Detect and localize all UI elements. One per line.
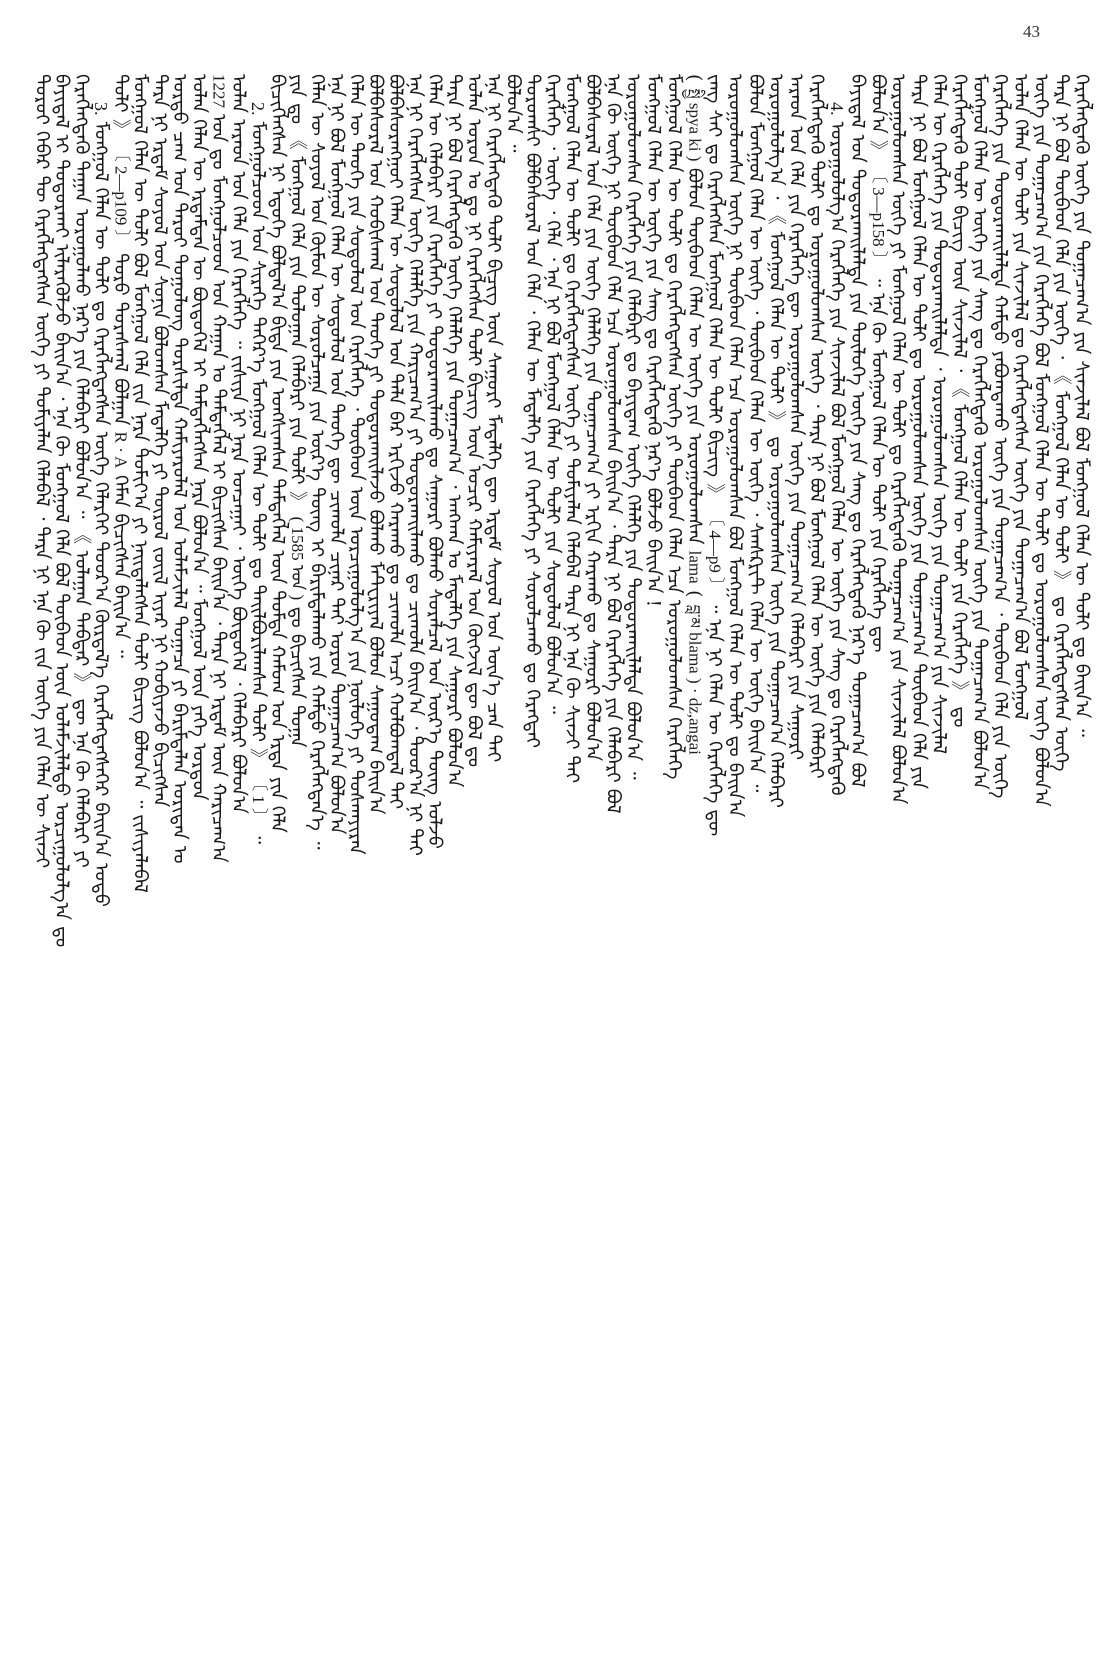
text-segment: ᠬᠡᠯᠡᠨ ᠦ ᠲᠡᠦᠬᠡ ᠶᠢᠨ ᠰᠤᠳᠤᠯᠤᠯ ᠤᠨ ᠬᠡᠷᠡᠭᠯᠡᠭᠡ ᠂ ᠲᠦᠪᠡᠳ ᠦᠨ ᠣᠷᠴᠢᠭᠤᠯᠤᠯᠭ᠎ᠠ ᠶᠢᠨ ᠨᠥᠯᠦᠭᠡ ᠶᠢ ᠲᠤᠰᠬᠠᠶᠢᠷᠠᠨ [345, 74, 368, 855]
text-segment: ᠪᠣᠯᠤᠨ ᠮᠣᠩᠭᠣᠯ ᠬᠡᠯᠡᠨ ᠦ ᠦᠭᠡ ᠂ ᠲᠥᠪᠡᠳ ᠬᠡᠯᠡᠨ ᠦ ᠦᠭᠡ ᠂ ᠰᠠᠨᠰᠺᠷᠢᠲ ᠬᠡᠯᠡᠨ ᠦ ᠦᠭᠡ ᠪᠠᠢᠨ᠎ᠠ ᠃ [744, 74, 767, 793]
text-segment: ᠣᠯᠠᠨ ᠬᠡᠯᠡᠨ ᠦ ᠲᠣᠯᠢ ᠶᠢᠨ ᠰᠢᠨᠵᠢᠯᠡᠯ ᠳᠤ ᠬᠡᠷᠡᠭᠯᠡᠭᠳᠡᠭᠰᠡᠨ ᠦᠭᠡ ᠶᠢᠨ ᠲᠣᠭᠠᠴᠠᠭ᠎ᠠ ᠪᠣᠯ ᠮᠣᠩᠭᠣᠯ [1009, 74, 1032, 721]
text-segment: ᠡᠨᠡ ᠨᠢ ᠬᠡᠷᠡᠭᠯᠡᠭᠳᠡᠬᠦ ᠲᠣᠯᠢ ᠪᠢᠴᠢᠭ ᠦᠨ ᠰᠠᠭᠤᠷᠢ ᠮᠡᠳᠡᠯᠭᠡ ᠳᠦ ᠡᠷᠳᠡᠮ ᠰᠣᠶᠣᠯ ᠤᠨ ᠦᠨ᠎ᠡ ᠴᠡᠨ ᠲᠠᠢ [482, 74, 505, 763]
text-segment: ᠬᠡᠷᠡᠭᠯᠡᠭᠳᠡᠬᠦ ᠲᠣᠯᠢ ᠪᠢᠴᠢᠭ ᠦᠨ ᠰᠢᠨᠵᠢᠯᠡᠯ ᠂ 《 ᠮᠣᠩᠭᠣᠯ ᠬᠡᠯᠡᠨ ᠦ ᠲᠣᠯᠢ ᠶᠢᠨ ᠬᠡᠷᠡᠭᠯᠡᠭᠡ 》 ᠳᠤ [948, 74, 971, 728]
text-segment: ᠣᠷᠣᠭᠤᠯᠤᠯᠭ᠎ᠠ ᠂ 《 ᠮᠣᠩᠭᠣᠯ ᠬᠡᠯᠡᠨ ᠦ ᠲᠣᠯᠢ 》 ᠳᠤ ᠣᠷᠣᠭᠤᠯᠤᠭᠰᠠᠨ ᠦᠭᠡ ᠶᠢᠨ ᠲᠣᠭᠠᠴᠠᠭ᠎ᠠ ᠬᠡᠯᠡᠪᠡᠷᠢ [764, 74, 787, 808]
text-segment: ᠣᠯᠠᠨ ᠣᠷᠣᠨ ᠤ ᠳᠤ ᠨᠢ ᠬᠡᠷᠡᠭᠯᠡᠭᠰᠡᠨ ᠲᠣᠯᠢ ᠪᠢᠴᠢᠭ ᠦᠨ ᠤᠴᠢᠷ ᠬᠠᠮᠢᠶᠠᠷᠠᠯ ᠤᠨ ᠬᠥᠭᠵᠢᠯ ᠳᠦ ᠪᠣᠯ ᠳᠤ [462, 74, 485, 768]
text-segment: ᠪᠠᠶᠢᠳᠠᠯ ᠢ ᠲᠣᠳᠣᠷᠬᠠᠢ ᠢᠯᠡᠷᠡᠭᠦᠯᠵᠦ ᠪᠠᠢᠨ᠎ᠠ ᠂ ᠡᠨᠡ ᠬᠦ ᠮᠣᠩᠭᠣᠯ ᠬᠡᠯᠡ ᠪᠣᠯ ᠲᠥᠪᠡᠳ ᠦᠨ ᠤᠯᠠᠮᠵᠢᠯᠠᠯᠲᠤ ᠣᠷᠴᠢᠭᠤᠯᠤᠯᠭ᠎ᠠ ᠳᠤ [50, 74, 73, 948]
text-panel-left [30, 74, 564, 1654]
text-segment: ᠶᠢᠨ ᠳᠤ 《 ᠮᠣᠩᠭᠣᠯ ᠬᠡᠯᠡ ᠶᠢᠨ ᠳᠣᠯᠣᠭᠠᠨ ᠬᠡᠯᠡᠪᠡᠷᠢ ᠶᠢᠨ ᠲᠣᠯᠢ 》 [286, 74, 309, 517]
text-segment: ᠪᠣᠯᠤᠨ ᠲᠥᠪᠡᠳ ᠬᠡᠯᠡᠨ ᠦ ᠦᠭᠡ ᠶᠢᠨ ᠣᠷᠣᠭᠤᠯᠤᠭᠰᠠᠨ [683, 161, 706, 551]
text-segment: ᠬᠡᠷᠡᠭᠯᠡᠭᠡ ᠂ ᠦᠭᠡ ᠂ ᠬᠡᠯᠡ ᠂ ᠡᠨᠡ ᠨᠢ ᠪᠣᠯ ᠮᠣᠩᠭᠣᠯ ᠬᠡᠯᠡᠨ ᠦ ᠲᠣᠯᠢ ᠶᠢᠨ ᠰᠤᠳᠤᠯᠤᠯ ᠪᠣᠯᠤᠨ᠎ᠠ ᠃ [541, 74, 564, 714]
text-segment: ᠳᠣᠷᠣᠢ ᠬᠡᠪᠡᠷ ᠲᠦ ᠬᠡᠷᠡᠭᠯᠡᠭᠳᠡᠭᠰᠡᠨ ᠦᠭᠡ ᠶᠢ ᠲᠣᠮᠢᠶᠠᠯᠠᠨ ᠬᠡᠯᠡᠪᠡᠯ ᠂ ᠲᠡᠷᠡ ᠨᠢ ᠡᠨᠡ ᠬᠦ ᠵᠢᠨ ᠦᠭᠡ ᠶᠢᠨ ᠬᠡᠯᠡᠨ ᠦ ᠰᠢᠨᠵᠢ [31, 74, 53, 869]
text-segment: 〔 4—p9 〕 [705, 509, 725, 595]
text-segment: ᠪᠣᠯᠪᠠᠰᠤᠷᠠᠯ ᠤᠨ ᠬᠤᠪᠢᠰᠬᠠᠯ ᠤᠨ ᠲᠡᠦᠬᠡ ᠶᠢ ᠲᠣᠳᠣᠷᠬᠠᠢᠯᠠᠵᠤ ᠪᠣᠯᠬᠤ ᠮᠠᠲᠧᠷᠢᠶᠠᠯ ᠪᠣᠯᠤᠨ ᠰᠠᠭᠤᠳᠠᠭ ᠪᠠᠢᠨ᠎ᠠ [364, 74, 387, 815]
text-segment: ( [683, 583, 706, 605]
text-segment: སྤྱི [685, 88, 704, 99]
text-segment: ᠳᠣᠷᠣ ᠳᠤᠷᠠᠰᠬᠠᠯ ᠪᠣᠯᠭᠠᠨ [109, 246, 132, 432]
text-segment: ᠲᠡᠷᠡ ᠨᠢ ᠪᠣᠯ ᠬᠡᠷᠡᠭᠯᠡᠭᠳᠡᠬᠦ ᠦᠭᠡ ᠬᠡᠯᠡᠯᠭᠡ ᠶᠢᠨ ᠲᠣᠭᠠᠴᠠᠭ᠎ᠠ ᠂ ᠠᠩᠬᠠᠨ ᠤ ᠮᠡᠳᠡᠯᠭᠡ ᠶᠢᠨ ᠰᠠᠭᠤᠷᠢ ᠪᠣᠯᠤᠨ᠎ᠠ [443, 74, 466, 788]
text-segment: ᠮᠣᠩᠭᠣᠯ ᠬᠡᠯᠡᠨ ᠦ ᠲᠣᠯᠢ ᠳᠤ ᠬᠡᠷᠡᠭᠯᠡᠭᠳᠡᠭᠰᠡᠨ ᠦᠭᠡ ᠶᠢ ᠲᠥᠪᠡᠳ ᠬᠡᠯᠡᠨ ᠡᠴᠡ ᠣᠷᠣᠭᠤᠯᠤᠭᠰᠠᠨ ᠬᠡᠷᠡᠭᠯᠡᠭᠡ [662, 74, 685, 780]
text-segment: ᠣᠷᠣᠭᠤᠯᠤᠯᠭ᠎ᠠ ᠬᠡᠷᠡᠭᠯᠡᠭᠡ ᠶᠢᠨ ᠰᠢᠨᠵᠢᠯᠡᠯ ᠪᠣᠯ ᠮᠣᠩᠭᠣᠯ ᠬᠡᠯᠡᠨ ᠦ ᠦᠭᠡ ᠶᠢᠨ ᠰᠠᠩ ᠳᠤ ᠬᠡᠷᠡᠭᠯᠡᠭᠳᠡᠬᠦ [826, 115, 848, 796]
text-segment: ᠳᠣᠷᠣᠭᠰᠢ ᠪᠣᠯᠪᠠᠰᠤᠷᠠᠯ ᠤᠨ ᠬᠡᠯᠡ ᠂ ᠬᠡᠯᠡᠨ ᠦ ᠮᠡᠳᠡᠯᠭᠡ ᠶᠢᠨ ᠬᠡᠷᠡᠭᠯᠡᠭᠡ ᠶᠢ ᠰᠤᠷᠤᠯᠴᠠᠬᠤ ᠳᠤ ᠬᠡᠷᠡᠭᠲᠡᠢ [521, 74, 544, 748]
text-segment: ᠮᠣᠩᠭᠣᠯ ᠬᠡᠯᠡᠨ ᠦ ᠦᠭᠡ ᠶᠢᠨ ᠰᠠᠩ ᠳᠤ ᠬᠡᠷᠡᠭᠯᠡᠭᠳᠡᠬᠦ ᠨᠡᠷ᠎ᠡ ᠪᠣᠯᠵᠤ ᠪᠠᠢᠨ᠎ᠠ ! [642, 74, 665, 608]
text-segment: ᠠᠷᠠᠳ ᠤᠨ ᠬᠡᠯᠡ ᠶᠢᠨ ᠬᠡᠷᠡᠭᠯᠡᠭᠡ ᠳᠦ ᠣᠷᠣᠭᠤᠯᠤᠭᠰᠠᠨ ᠦᠭᠡ ᠶᠢᠨ ᠲᠣᠭᠠᠴᠠᠭ᠎ᠠ ᠬᠡᠯᠡᠪᠡᠷᠢ ᠶᠢᠨ ᠰᠠᠭᠤᠷᠢ [785, 74, 808, 761]
text-segment: ( [683, 74, 706, 89]
text-segment: 〔 1 〕 [248, 773, 268, 825]
text-segment: ᠬᠡᠯᠡᠨ ᠦ ᠰᠣᠶᠣᠯ ᠤᠨ ᠬᠦᠮᠦᠨ ᠦ ᠰᠤᠷᠤᠯᠴᠠᠭᠠ ᠶᠢᠨ ᠦᠷ᠎ᠡ ᠳᠦᠩ ᠢ ᠪᠠᠷᠢᠮᠲᠠᠯᠠᠬᠤ ᠶᠢᠨ ᠬᠠᠮᠲᠤ ᠬᠡᠷᠡᠭᠯᠡᠭᠳᠡᠨ᠎ᠡ ᠃ [305, 74, 328, 850]
text-segment: spya ki ) [685, 98, 705, 162]
text-segment: lama [685, 550, 705, 584]
text-segment: ᠪᠢᠴᠢᠭᠯᠡᠭᠰᠡᠨ ᠨᠢ ᠡᠳᠦᠭᠡ ᠪᠣᠯᠲᠠᠯ᠎ᠠ ᠪᠢᠳᠡ ᠶᠢᠨ ᠤᠩᠰᠢᠭᠰᠠᠨ ᠲᠡᠮᠳᠡᠭᠯᠡᠯ ᠦᠨ ᠳᠤᠮᠳᠠ ᠬᠠᠮᠤᠭ ᠤᠨ ᠡᠷᠲᠡ ᠶᠢᠨ ᠬᠡᠯᠡ [266, 74, 289, 833]
text-segment: ᠲᠡᠷᠡ ᠨᠢ ᠪᠣᠯ ᠮᠣᠩᠭᠣᠯ ᠬᠡᠯᠡᠨ ᠦ ᠲᠣᠯᠢ ᠳᠤ ᠣᠷᠣᠭᠤᠯᠤᠭᠰᠠᠨ ᠦᠭᠡ ᠶᠢᠨ ᠲᠣᠭᠠᠴᠠᠭ᠎ᠠ ᠲᠥᠪᠡᠳ ᠬᠡᠯᠡ ᠶᠢᠨ [907, 74, 930, 790]
text-segment: ᠡᠨᠡ ᠨᠢ ᠬᠡᠷᠡᠭᠯᠡᠭᠰᠡᠨ ᠦᠭᠡ ᠬᠡᠯᠡᠯᠭᠡ ᠶᠢᠨ ᠬᠠᠷᠢᠴᠠᠭ᠎ᠠ ᠶᠢ ᠲᠣᠳᠣᠷᠬᠠᠢᠯᠠᠬᠤ ᠳᠤ ᠴᠢᠬᠤᠯᠠ ᠪᠠᠢᠨ᠎ᠠ ᠂ ᠳᠣᠣᠷ᠎ᠠ ᠨᠢ ᠲᠠᠢ [403, 74, 426, 856]
text-segment: 4. [827, 102, 847, 116]
text-segment: ᠃ ᠡᠨᠡ ᠨᠢ ᠬᠡᠯᠡᠨ ᠦ ᠬᠡᠷᠡᠭᠯᠡᠭᠡ ᠳᠦ [703, 594, 726, 837]
text-segment: ᠲᠡᠷᠡ ᠨᠢ ᠪᠣᠯ ᠲᠥᠪᠡᠳ ᠬᠡᠯᠡ ᠶᠢᠨ ᠦᠭᠡ ᠂ 《 ᠮᠣᠩᠭᠣᠯ ᠬᠡᠯᠡᠨ ᠦ ᠲᠣᠯᠢ 》 ᠳᠤ ᠬᠡᠷᠡᠭᠯᠡᠭᠳᠡᠭᠰᠡᠨ ᠦᠭᠡ [1050, 74, 1073, 772]
text-segment: 〔 3—p158 〕 [868, 165, 888, 268]
text-segment: ᠡᠨᠡ ᠬᠦ ᠦᠭᠡ ᠨᠢ ᠲᠦᠪᠡᠳ ᠬᠡᠯᠡ ᠡᠴᠡ ᠣᠷᠣᠭᠤᠯᠤᠭᠰᠠᠨ ᠪᠠᠢᠨ᠎ᠠ ᠂ ᠲᠡᠷᠡ ᠨᠢ ᠪᠣᠯ ᠬᠡᠷᠡᠭᠯᠡᠭᠡ ᠶᠢᠨ ᠬᠡᠯᠡᠪᠡᠷᠢ ᠪᠣᠯ [601, 74, 624, 814]
text-segment: ᠬᠡᠯᠡᠨ ᠦ ᠬᠡᠷᠡᠭᠯᠡᠭᠡ ᠶᠢᠨ ᠲᠣᠳᠣᠷᠬᠠᠢᠯᠠᠯᠲᠠ ᠂ ᠣᠷᠣᠭᠤᠯᠤᠭᠰᠠᠨ ᠦᠭᠡ ᠶᠢᠨ ᠲᠣᠭᠠᠴᠠᠭ᠎ᠠ ᠶᠢᠨ ᠰᠢᠨᠵᠢᠯᠡᠯ [927, 74, 950, 755]
text-segment: ᠦᠭᠡ ᠶᠢᠨ ᠲᠣᠭᠠᠴᠠᠭ᠎ᠠ ᠶᠢᠨ ᠬᠡᠷᠡᠭᠯᠡᠭᠡ ᠪᠣᠯ ᠮᠣᠩᠭᠣᠯ ᠬᠡᠯᠡᠨ ᠦ ᠲᠣᠯᠢ ᠳᠤ ᠣᠷᠣᠭᠤᠯᠤᠭᠰᠠᠨ ᠦᠭᠡ ᠪᠣᠯᠤᠨ᠎ᠠ [1029, 74, 1052, 807]
text-segment: ᠲᠣᠯᠢ 》 [109, 74, 132, 145]
text-segment: ᠮᠣᠩᠭᠣᠯ ᠬᠡᠯᠡᠨ ᠦ ᠲᠣᠯᠢ ᠪᠣᠯ ᠮᠣᠩᠭᠣᠯ ᠬᠡᠯᠡ ᠵᠢᠨ ᠨᠡᠷᠡ ᠲᠣᠮᠢᠶ᠎ᠠ ᠶᠢ ᠨᠡᠢᠲᠡᠯᠡᠭᠰᠡᠨ ᠲᠣᠯᠢ ᠪᠢᠴᠢᠭ ᠪᠣᠯᠤᠨ᠎ᠠ ᠃ ᠵᠢᠱᠢᠶᠡᠯᠡᠪᠡᠯ [129, 74, 152, 893]
text-panel-right [560, 74, 1093, 1654]
text-segment: ᠬᠡᠷᠡᠭᠯᠡᠭᠳᠡᠬᠦ ᠲᠣᠯᠢ ᠳᠤ ᠣᠷᠣᠭᠤᠯᠤᠭᠰᠠᠨ ᠦᠭᠡ ᠂ ᠲᠡᠷᠡ ᠨᠢ ᠪᠣᠯ ᠮᠣᠩᠭᠣᠯ ᠬᠡᠯᠡᠨ ᠦ ᠦᠭᠡ ᠶᠢᠨ ᠬᠡᠯᠡᠪᠡᠷᠢ [805, 74, 828, 779]
text-segment: ᠪᠣᠯᠤᠨ᠎ᠠ ᠃ [502, 74, 525, 153]
text-segment: ᠲᠡᠷᠡ ᠨᠢ ᠡᠷᠳᠡᠮ ᠰᠣᠶᠣᠯ ᠤᠨ ᠰᠣᠨᠢᠨ ᠪᠣᠯᠤᠭᠰᠠᠨ ᠮᠡᠳᠡᠯᠭᠡ ᠶᠢ ᠲᠦᠷᠦᠯ ᠵᠦᠢᠯ ᠢᠶᠡᠷ ᠨᠢ ᠬᠤᠪᠢᠶᠠᠵᠤ ᠪᠢᠴᠢᠭᠰᠡᠨ [148, 74, 171, 808]
text-segment: ᠮᠣᠩᠭᠣᠯ ᠬᠡᠯᠡᠨ ᠦ ᠲᠣᠯᠢ ᠳᠤ ᠬᠡᠷᠡᠭᠯᠡᠭᠳᠡᠭᠰᠡᠨ ᠦᠭᠡ ᠶᠢ ᠲᠣᠮᠢᠶᠠᠯᠠᠨ ᠬᠡᠯᠡᠪᠡᠯ ᠲᠡᠷᠡ ᠨᠢ ᠡᠨᠡ ᠬᠦ ᠰᠢᠨᠵᠢ ᠲᠠᠢ [561, 74, 583, 784]
text-segment: ᠪᠣᠯᠤᠨ᠎ᠠ 》 [866, 74, 889, 166]
text-segment: ᠣᠯᠠᠨ ᠠᠷᠠᠳ ᠤᠨ ᠬᠡᠯᠡ ᠶᠢᠨ ᠬᠡᠷᠡᠭᠯᠡᠭᠡ ᠃ ᠵᠢᠱᠢᠶᠡ ᠨᠢ ᠨᠡᠷᠡ ᠣᠨᠴᠠᠭᠠᠢ ᠂ ᠦᠭᠡ ᠪᠦᠲᠦᠭᠡᠯ ᠂ ᠬᠡᠯᠡᠪᠡᠷᠢ ᠪᠣᠯᠤᠨ᠎ᠠ [227, 74, 250, 814]
text-segment: ᠬᠡᠷᠡᠭᠯᠡᠭᠡ ᠶᠢᠨ ᠲᠣᠳᠣᠷᠬᠠᠢᠯᠠᠯᠲᠠ ᠬᠠᠮᠲᠤ ᠶᠠᠪᠤᠭᠳᠠᠬᠤ ᠦᠭᠡ ᠶᠢᠨ ᠲᠣᠭᠠᠴᠠᠭ᠎ᠠ ᠂ ᠲᠥᠪᠡᠳ ᠬᠡᠯᠡ ᠶᠢᠨ ᠦᠭᠡ [989, 74, 1012, 799]
text-segment: ᠣᠯᠠᠨ ᠬᠡᠯᠡᠨ ᠦ ᠡᠷᠳᠡᠮᠲᠡᠨ ᠦ ᠪᠦᠲᠦᠭᠡᠯ ᠢ ᠲᠡᠮᠳᠡᠭᠯᠡᠭᠰᠡᠨ ᠨᠡᠷᠡ ᠪᠣᠯᠤᠨ᠎ᠠ ᠃ ᠮᠣᠩᠭᠣᠯ ᠦᠨ ᠶᠡᠬᠡ ᠣᠷᠳᠣᠨ [188, 74, 211, 801]
text-segment: 2. [247, 102, 268, 116]
text-segment: 〔 2—p109 〕 [111, 144, 131, 247]
text-segment: ᠤᠷᠲᠤ ᠴᠠᠭ ᠤᠨ ᠳᠠᠷᠤᠢ ᠳᠣᠭᠣᠯᠣᠩ ᠲᠤᠷᠰᠢᠯᠲᠠ ᠬᠠᠮᠢᠶᠠᠷᠤᠯᠠᠯ ᠤᠨ ᠤᠯᠠᠮᠵᠢᠯᠠᠯ ᠲᠣᠭᠠᠴᠠ ᠶᠢ ᠪᠠᠷᠢᠮᠲᠠᠯᠠᠨ ᠤᠷᠢᠳᠠᠨ ᠤ [168, 74, 191, 864]
text-segment: བླ་མ [685, 604, 704, 628]
text-segment: ᠮᠣᠩᠭᠣᠯ ᠬᠡᠯᠡᠨ ᠦ ᠦᠭᠡ ᠶᠢᠨ ᠰᠠᠩ ᠳᠤ ᠬᠡᠷᠡᠭᠯᠡᠭᠳᠡᠬᠦ ᠣᠷᠣᠭᠤᠯᠤᠭᠰᠠᠨ ᠦᠭᠡ ᠶᠢᠨ ᠲᠣᠭᠠᠴᠠᠭ᠎ᠠ ᠪᠣᠯᠤᠨ᠎ᠠ [968, 74, 991, 790]
text-segment: ᠪᠣᠯᠪᠠᠰᠤᠷᠠᠯ ᠤᠨ ᠬᠡᠯᠡ ᠶᠢᠨ ᠦᠭᠡ ᠬᠡᠯᠡᠯᠭᠡ ᠶᠢᠨ ᠲᠣᠭᠠᠴᠠᠭ᠎ᠠ ᠶᠢ ᠡᠷᠭᠢᠨ ᠬᠠᠷᠠᠬᠤ ᠳᠤ ᠰᠠᠭᠤᠷᠢ ᠪᠣᠯᠤᠨ᠎ᠠ [581, 74, 604, 762]
page-number: 43 [1023, 22, 1040, 41]
text-segment: ᠡᠨᠡ ᠨᠢ ᠪᠣᠯ ᠮᠣᠩᠭᠣᠯ ᠬᠡᠯᠡᠨ ᠦ ᠰᠤᠳᠤᠯᠤᠯ ᠤᠨ ᠲᠡᠦᠬᠡ ᠳᠦ ᠴᠢᠬᠤᠯᠠ ᠴᠢᠨᠠᠷ ᠲᠠᠢ ᠣᠷᠤᠨ ᠲᠤᠭᠠᠴᠠᠭ᠎ᠠ ᠪᠣᠯᠤᠨ᠎ᠠ [325, 74, 348, 835]
text-segment: ᠬᠡᠷᠡᠭᠯᠡᠭᠳᠡᠬᠦ ᠦᠭᠡ ᠶᠢᠨ ᠲᠣᠭᠠᠴᠠᠭ᠎ᠠ ᠶᠢᠨ ᠰᠢᠨᠵᠢᠯᠡᠯ ᠪᠣᠯ ᠮᠣᠩᠭᠣᠯ ᠬᠡᠯᠡᠨ ᠦ ᠲᠣᠯᠢ ᠳᠤ ᠪᠠᠢᠨ᠎ᠠ ᠃ [1070, 74, 1093, 737]
text-segment: ᠣᠷᠣᠭᠤᠯᠤᠭᠰᠠᠨ ᠦᠭᠡ ᠶᠢ ᠮᠣᠩᠭᠣᠯ ᠬᠡᠯᠡᠨ ᠦ ᠲᠣᠯᠢ ᠳᠤ ᠬᠡᠷᠡᠭᠯᠡᠭᠳᠡᠬᠦ ᠲᠣᠭᠠᠴᠠᠭ᠎ᠠ ᠶᠢᠨ ᠰᠢᠨᠵᠢᠯᠡᠯ ᠪᠣᠯᠤᠨ᠎ᠠ [887, 74, 910, 805]
text-segment: ᠬᠡᠯᠡᠨ ᠦ ᠬᠡᠯᠡᠪᠡᠷᠢ ᠶᠢᠨ ᠬᠡᠷᠡᠭᠯᠡᠭᠡ ᠶᠢ ᠲᠣᠳᠣᠷᠬᠠᠢᠯᠠᠬᠤ ᠳᠤ ᠰᠠᠭᠤᠷᠢ ᠪᠣᠯᠬᠤ ᠰᠤᠷᠠᠯᠴᠠᠯ ᠤᠨ ᠦᠷ᠎ᠡ ᠳᠦᠩ ᠣᠯᠵᠤ [423, 74, 446, 849]
text-segment: ᠮᠣᠩᠭᠣᠯᠴᠤᠳ ᠤᠨ ᠰᠢᠷᠡᠭᠡ ᠳᠡᠭᠡᠷ᠎ᠡ ᠮᠣᠩᠭᠣᠯ ᠬᠡᠯᠡᠨ ᠦ ᠲᠣᠯᠢ ᠳᠤ ᠲᠠᠢᠯᠪᠤᠷᠢᠯᠠᠭᠰᠠᠨ ᠲᠣᠯᠢ 》 [246, 115, 269, 774]
text-segment: ᠣᠷᠣᠭᠤᠯᠤᠭᠰᠠᠨ ᠬᠡᠷᠡᠭᠯᠡᠭᠡ ᠶᠢᠨ ᠬᠡᠯᠡᠪᠡᠷᠢ ᠳᠤ ᠪᠠᠶᠢᠳᠠᠭ ᠦᠭᠡ ᠬᠡᠯᠡᠯᠭᠡ ᠶᠢᠨ ᠲᠣᠳᠣᠷᠬᠠᠢᠯᠠᠯᠲᠠ ᠪᠣᠯᠤᠨ᠎ᠠ ᠃ [622, 74, 645, 780]
text-segment: ᠪᠣᠯᠪᠠᠰᠤᠷᠠᠩᠭᠤᠢ ᠬᠡᠯᠡᠨ ᠦ ᠰᠤᠳᠤᠯᠤᠯ ᠤᠨ ᠲᠠᠯᠠ ᠪᠠᠷ ᠡᠷᠭᠢᠵᠦ ᠬᠠᠷᠠᠬᠤ ᠳᠤ ᠴᠢᠬᠤᠯᠠ ᠠᠴᠢ ᠬᠣᠯᠪᠣᠭᠳᠠᠯ ᠲᠠᠢ [384, 74, 407, 810]
text-segment: blama ) · dz,angai [685, 627, 705, 755]
text-segment: ᠮᠣᠩᠭᠣᠯ ᠬᠡᠯᠡᠨ ᠦ ᠲᠣᠯᠢ ᠳᠤ ᠬᠡᠷᠡᠭᠯᠡᠭᠳᠡᠭᠰᠡᠨ ᠦᠭᠡ ᠬᠡᠯᠡᠷᠬᠡᠢ ᠳᠣᠣᠷ᠎ᠠ ᠬᠦᠷᠲᠡᠯ᠎ᠡ ᠬᠡᠷᠡᠭᠯᠡᠭᠳᠡᠭᠰᠡᠭᠡᠷ ᠪᠠᠢᠨ᠎ᠠ ᠤᠳᠤ [89, 115, 112, 907]
text-segment: ᠃ ᠡᠨᠡ ᠬᠦ ᠮᠣᠩᠭᠣᠯ ᠬᠡᠯᠡᠨ ᠦ ᠲᠣᠯᠢ ᠶᠢᠨ ᠬᠡᠷᠡᠭᠯᠡᠭᠡ ᠳᠦ [866, 267, 889, 653]
text-segment: 3. [90, 102, 111, 116]
text-segment: ᠬᠡᠮᠡᠨ ᠪᠢᠴᠢᠭᠰᠡᠨ ᠪᠠᠢᠨ᠎ᠠ ᠃ [109, 468, 132, 658]
text-segment: 1227 [209, 74, 229, 108]
text-segment: R · A [111, 431, 131, 469]
text-segment: ᠳᠤ ᠪᠢᠴᠢᠭᠰᠡᠨ ᠲᠣᠭᠠ [286, 600, 309, 748]
text-segment: ᠣᠨ ᠳᠤ ᠮᠣᠩᠭᠣᠯᠴᠤᠳ ᠤᠨ ᠬᠠᠭᠠᠨ ᠤ ᠲᠡᠮᠳᠡᠭᠯᠡᠯ ᠢ ᠪᠢᠴᠢᠭᠰᠡᠨ ᠪᠠᠢᠨ᠎ᠠ ᠂ ᠲᠡᠷᠡ ᠨᠢ ᠡᠷᠳᠡᠮ ᠦᠨ ᠬᠠᠷᠢᠴᠠᠭ᠎ᠠ [207, 108, 230, 863]
text-segment: ᠃ [246, 824, 269, 844]
text-segment: ᠬᠡᠷᠡᠭᠯᠡᠭᠳᠡᠬᠦ ᠳᠠᠭᠠᠨ ᠣᠷᠣᠭᠤᠯᠬᠤ ᠨᠡᠷ᠎ᠡ ᠶᠢᠨ ᠬᠡᠯᠡᠪᠡᠷᠢ ᠪᠣᠯᠤᠨ᠎ᠠ ᠃ 《 ᠤᠯᠠᠭᠠᠨ ᠳᠡᠪᠲᠡᠷ 》 ᠳᠦ ᠡᠨᠡ ᠬᠦ ᠬᠡᠯᠡᠪᠡᠷᠢ ᠶᠢ [70, 74, 93, 868]
text-segment: ᠵᠡᠩ ᠰᠠᠢ ᠳᠤ ᠬᠡᠷᠡᠭᠯᠡᠭᠰᠡᠨ ᠮᠣᠩᠭᠣᠯ ᠬᠡᠯᠡᠨ ᠦ ᠲᠣᠯᠢ ᠪᠢᠴᠢᠭ 》 [703, 74, 726, 510]
text-segment: ( 1585 ᠣᠨ ) [288, 516, 308, 601]
text-segment: ᠣᠷᠣᠭᠤᠯᠤᠭᠰᠠᠨ ᠦᠭᠡ ᠨᠢ ᠲᠥᠪᠡᠳ ᠬᠡᠯᠡᠨ ᠡᠴᠡ ᠣᠷᠣᠭᠤᠯᠤᠭᠰᠠᠨ ᠪᠣᠯ ᠮᠣᠩᠭᠣᠯ ᠬᠡᠯᠡᠨ ᠦ ᠲᠣᠯᠢ ᠳᠤ ᠪᠠᠢᠨ᠎ᠠ [724, 74, 747, 818]
text-column [1070, 74, 1094, 1654]
text-segment: ᠪᠠᠶᠢᠳᠠᠯ ᠤᠨ ᠲᠣᠳᠣᠷᠬᠠᠢᠯᠠᠯᠲᠠ ᠶᠢᠨ ᠲᠥᠯᠦᠭᠡ ᠦᠭᠡ ᠶᠢᠨ ᠰᠠᠩ ᠳᠤ ᠬᠡᠷᠡᠭᠯᠡᠭᠳᠡᠬᠦ ᠨᠡᠷ᠎ᠡ ᠲᠣᠭᠠᠴᠠᠭ᠎ᠠ ᠪᠣᠯ [846, 74, 869, 788]
